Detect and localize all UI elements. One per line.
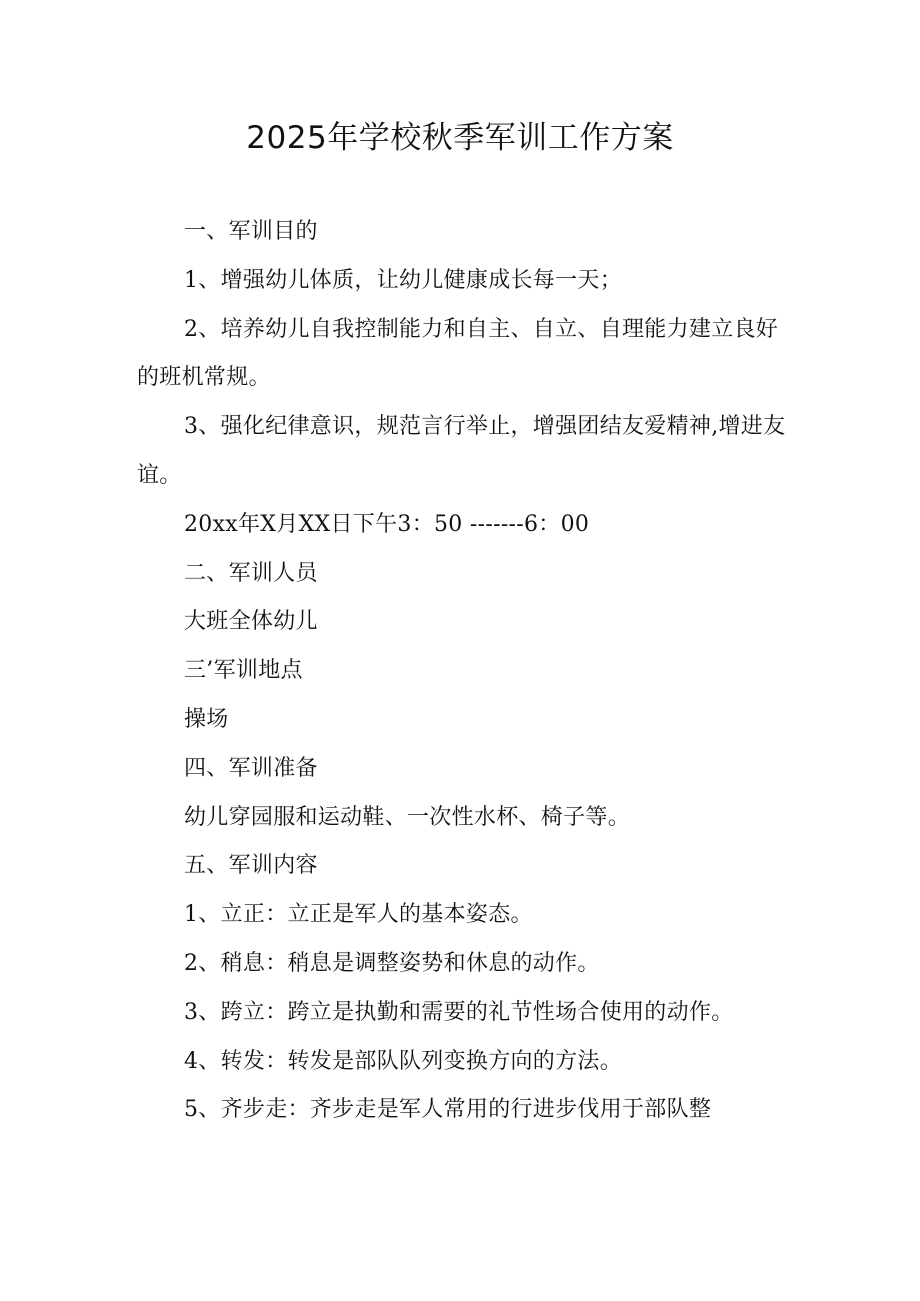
schedule-time: 20xx年X月XX日下午3：50 -------6：00	[184, 511, 590, 537]
document-body	[137, 208, 797, 1135]
paragraph-item: 1、增强幼儿体质，让幼儿健康成长每一天；	[184, 267, 622, 293]
section-heading-location: 三’军训地点	[184, 658, 303, 684]
paragraph-item: 2、培养幼儿自我控制能力和自主、自立、自理能力建立良好的班机常规。	[137, 316, 779, 391]
section-heading-personnel: 二、军训人员	[184, 560, 318, 586]
paragraph-item: 3、跨立：跨立是执勤和需要的礼节性场合使用的动作。	[184, 999, 734, 1025]
document-title: 2025年学校秋季军训工作方案	[246, 120, 674, 156]
paragraph-item: 幼儿穿园服和运动鞋、一次性水杯、椅子等。	[184, 804, 631, 830]
paragraph-item: 操场	[184, 706, 229, 732]
section-heading-preparation: 四、军训准备	[184, 755, 318, 781]
paragraph-item: 大班全体幼儿	[184, 609, 318, 635]
paragraph-item: 1、立正：立正是军人的基本姿态。	[184, 902, 533, 928]
paragraph-item: 5、齐步走：齐步走是军人常用的行进步伐用于部队整	[184, 1097, 712, 1123]
paragraph-item: 3、强化纪律意识，规范言行举止，增强团结友爱精神,增进友谊。	[137, 414, 786, 488]
paragraph-item: 2、稍息：稍息是调整姿势和休息的动作。	[184, 950, 600, 976]
section-heading-purpose: 一、军训目的	[184, 219, 318, 244]
paragraph-item: 4、转发：转发是部队队列变换方向的方法。	[184, 1048, 622, 1074]
section-heading-content: 五、军训内容	[184, 853, 318, 879]
